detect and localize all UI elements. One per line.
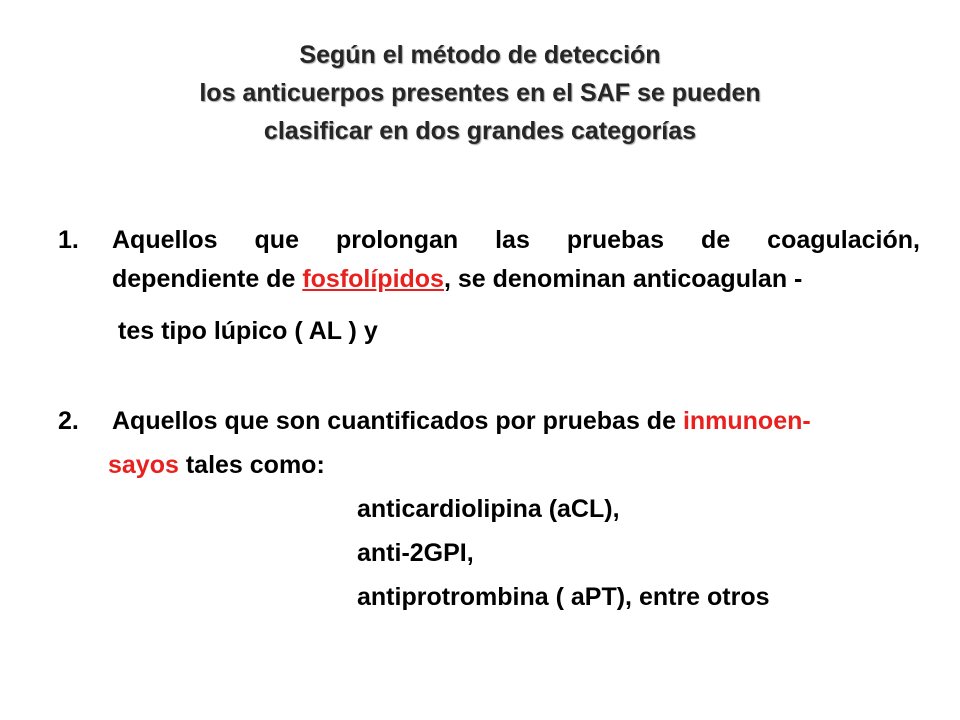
- item-1-line-2: [112, 261, 802, 297]
- item-1-line-3: tes tipo lúpico ( AL ) y: [118, 317, 378, 345]
- example-anticardiolipina: anticardiolipina (aCL),: [357, 495, 620, 523]
- item-2-line-2: [108, 447, 325, 483]
- title-line-3: clasificar en dos grandes categorías: [263, 117, 697, 145]
- item-2-line-2-post: tales como:: [178, 451, 325, 479]
- slide-title: [40, 36, 920, 150]
- item-2-number: 2.: [58, 407, 79, 435]
- item-2-line-1-pre: Aquellos que son cuantificados por pruebas de: [112, 407, 683, 435]
- item-1-number: 1.: [58, 226, 79, 254]
- example-antiprotrombina: antiprotrombina ( aPT), entre otros: [357, 583, 770, 611]
- item-1-line-1: Aquellos que prolongan las pruebas de coagulación,: [112, 226, 920, 254]
- example-anti-2gpi: anti-2GPI,: [357, 539, 474, 567]
- fosfolipidos-link[interactable]: fosfolípidos: [302, 265, 444, 293]
- inmunoen-highlight: inmunoen-: [682, 407, 811, 435]
- item-1-line-2-post: , se denominan anticoagulan -: [443, 265, 803, 293]
- title-line-1: Según el método de detección: [299, 41, 661, 69]
- title-line-2: los anticuerpos presentes en el SAF se pueden: [199, 79, 761, 107]
- item-2-line-1: [112, 403, 811, 439]
- sayos-highlight: sayos: [108, 451, 179, 479]
- item-1-line-2-pre: dependiente de: [112, 265, 303, 293]
